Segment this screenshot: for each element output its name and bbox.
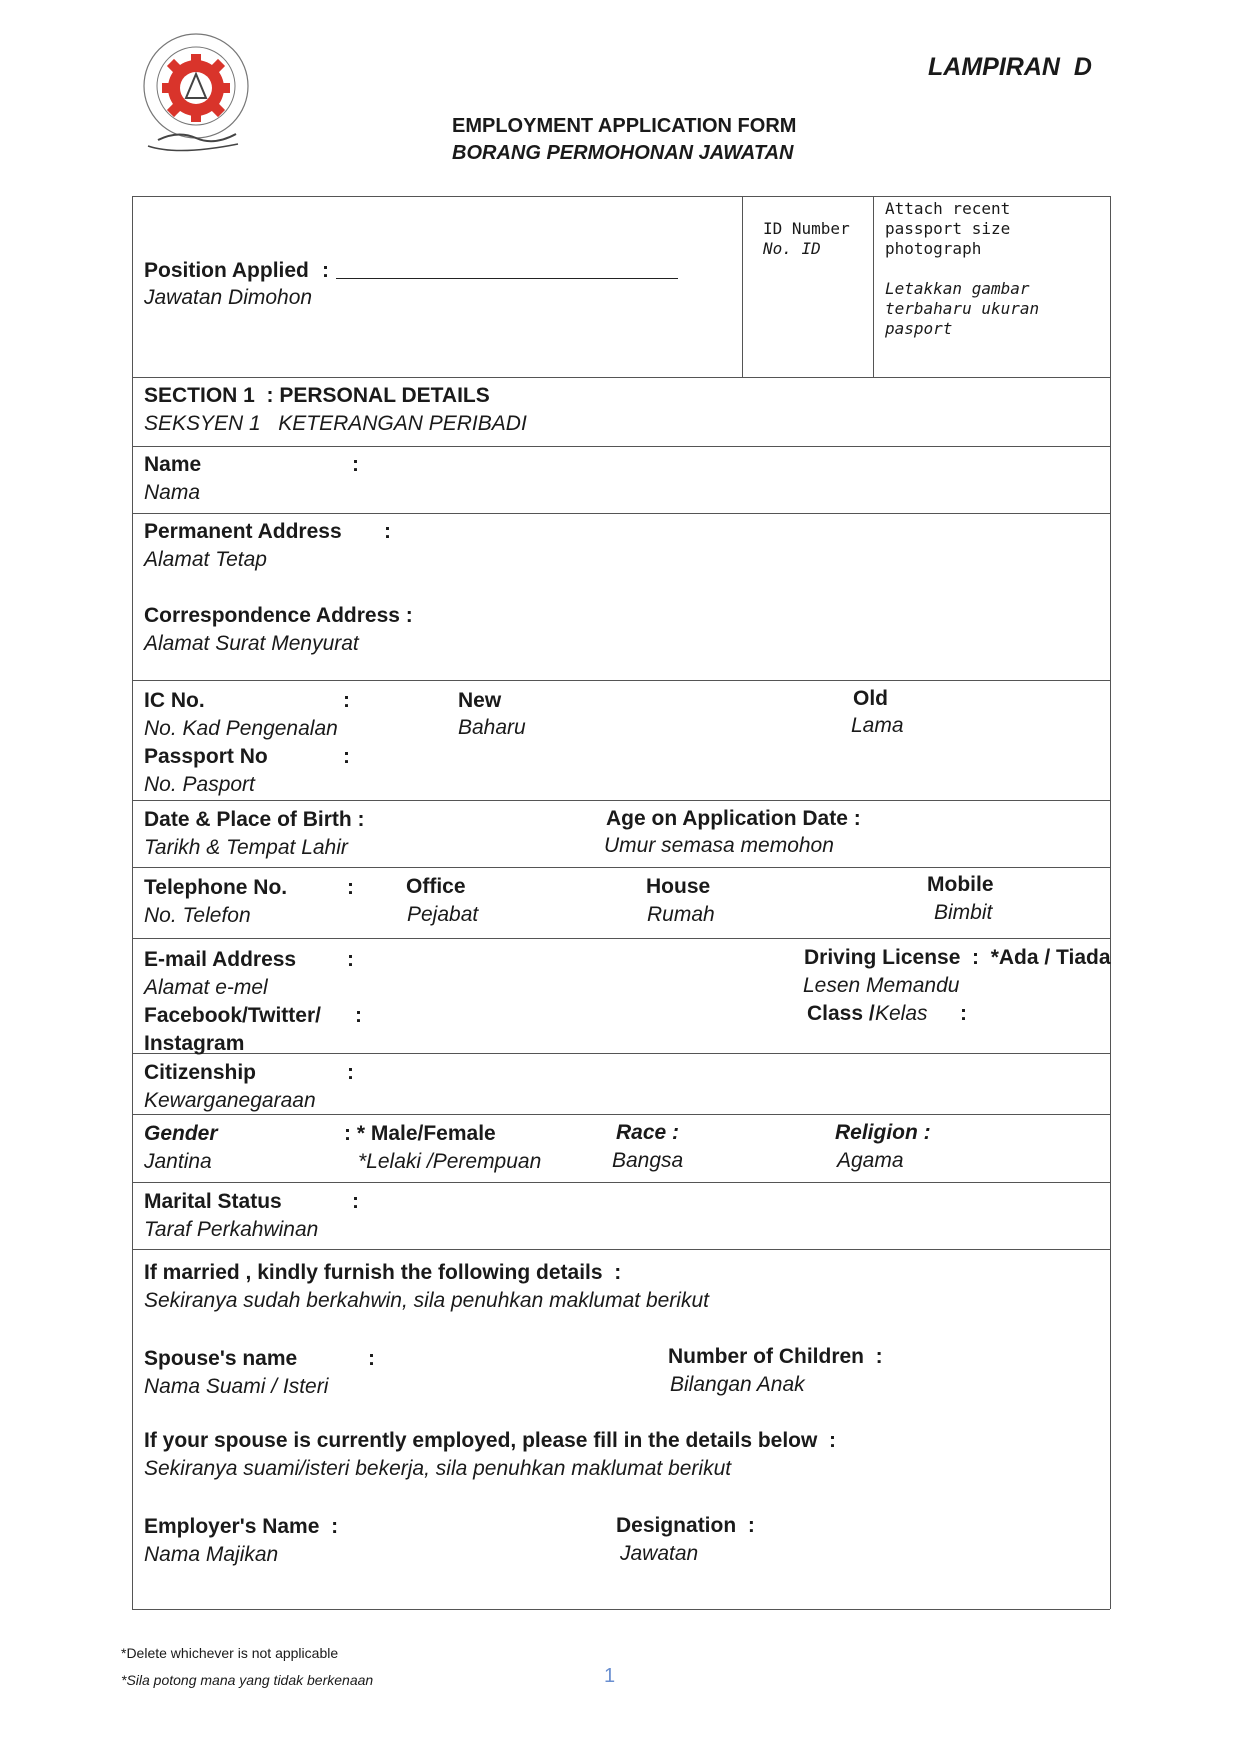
telephone-office-label-ms: Pejabat [407, 903, 479, 926]
permanent-address-colon: : [384, 520, 391, 543]
license-class-field[interactable] [975, 998, 1105, 1038]
religion-label: Religion : [835, 1121, 931, 1144]
age-label-ms: Umur semasa memohon [604, 834, 834, 857]
date-place-of-birth-field[interactable] [380, 806, 590, 862]
marital-status-label: Marital Status [144, 1190, 282, 1213]
citizenship-label: Citizenship [144, 1061, 257, 1084]
ic-new-field[interactable] [540, 686, 830, 736]
passport-number-colon: : [343, 745, 350, 768]
name-field[interactable] [370, 452, 1100, 508]
ic-number-label: IC No. [144, 689, 205, 712]
license-class-label-ms: Kelas [875, 1002, 928, 1025]
position-applied-field[interactable] [336, 260, 678, 279]
employer-name-label: Employer's Name : [144, 1515, 339, 1538]
name-colon: : [352, 453, 359, 476]
number-of-children-field[interactable] [890, 1342, 1100, 1398]
ic-number-label-ms: No. Kad Pengenalan [144, 717, 338, 740]
gender-options-ms[interactable]: *Lelaki /Perempuan [358, 1150, 542, 1173]
marital-status-label-ms: Taraf Perkahwinan [144, 1218, 319, 1241]
permanent-address-label: Permanent Address [144, 520, 342, 543]
ic-new-label-ms: Baharu [458, 716, 526, 739]
marital-status-colon: : [352, 1190, 359, 1213]
correspondence-address-label: Correspondence Address : [144, 604, 413, 627]
gender-options[interactable]: : * Male/Female [344, 1122, 496, 1145]
ic-old-label: Old [853, 687, 888, 710]
date-place-of-birth-label: Date & Place of Birth : [144, 808, 365, 831]
telephone-office-field[interactable] [490, 872, 640, 932]
page-number: 1 [604, 1665, 616, 1687]
footer-note-ms: *Sila potong mana yang tidak berkenaan [121, 1672, 374, 1688]
position-applied-label: Position Applied [144, 259, 309, 282]
correspondence-address-label-ms: Alamat Surat Menyurat [144, 632, 359, 655]
section-1-title-ms: SEKSYEN 1 KETERANGAN PERIBADI [144, 412, 527, 435]
driving-license-label: Driving License : *Ada / Tiada [804, 946, 1111, 969]
attachment-label: LAMPIRAN D [928, 53, 1092, 81]
driving-license-label-ms: Lesen Memandu [803, 974, 960, 997]
telephone-mobile-label-ms: Bimbit [934, 901, 993, 924]
permanent-address-label-ms: Alamat Tetap [144, 548, 267, 571]
name-label-ms: Nama [144, 481, 201, 504]
id-number-field[interactable] [746, 265, 870, 373]
age-label: Age on Application Date : [606, 807, 861, 830]
passport-number-label-ms: No. Pasport [144, 773, 255, 796]
telephone-mobile-label: Mobile [927, 873, 994, 896]
telephone-house-field[interactable] [725, 872, 915, 932]
citizenship-colon: : [347, 1061, 354, 1084]
mara-logo [138, 28, 256, 156]
employer-name-field[interactable] [340, 1510, 600, 1570]
spouse-employment-instruction: If your spouse is currently employed, please fill in the details below : [144, 1429, 837, 1452]
spouse-name-label: Spouse's name [144, 1347, 298, 1370]
designation-field[interactable] [760, 1510, 1100, 1570]
footer-note: *Delete whichever is not applicable [121, 1645, 339, 1661]
email-label-ms: Alamat e-mel [144, 976, 268, 999]
correspondence-address-field[interactable] [400, 600, 1100, 676]
ic-old-label-ms: Lama [851, 714, 904, 737]
telephone-house-label-ms: Rumah [647, 903, 715, 926]
married-instruction: If married , kindly furnish the following details : [144, 1261, 622, 1284]
number-of-children-label: Number of Children : [668, 1345, 883, 1368]
telephone-label: Telephone No. [144, 876, 288, 899]
designation-label-ms: Jawatan [620, 1542, 699, 1565]
ic-new-label: New [458, 689, 502, 712]
email-colon: : [347, 948, 354, 971]
spouse-name-field[interactable] [385, 1342, 655, 1398]
spouse-name-label-ms: Nama Suami / Isteri [144, 1375, 329, 1398]
social-media-field[interactable] [372, 998, 795, 1050]
citizenship-field[interactable] [365, 1058, 1100, 1110]
license-class-colon: : [960, 1002, 967, 1025]
race-label-ms: Bangsa [612, 1149, 684, 1172]
telephone-mobile-field[interactable] [1010, 872, 1105, 932]
passport-number-label: Passport No [144, 745, 268, 768]
section-1-title: SECTION 1 : PERSONAL DETAILS [144, 384, 490, 407]
form-title-ms: BORANG PERMOHONAN JAWATAN [452, 142, 794, 164]
designation-label: Designation : [616, 1514, 755, 1537]
religion-label-ms: Agama [837, 1149, 904, 1172]
id-number-label: ID Number [763, 219, 850, 238]
license-class-label: Class / [807, 1002, 875, 1025]
gender-label-ms: Jantina [144, 1150, 212, 1173]
race-field[interactable] [690, 1118, 820, 1176]
social-media-label-line2: Instagram [144, 1032, 245, 1055]
date-place-of-birth-label-ms: Tarikh & Tempat Lahir [144, 836, 348, 859]
gender-label: Gender [144, 1122, 218, 1145]
social-media-label: Facebook/Twitter/ [144, 1004, 321, 1027]
permanent-address-field[interactable] [400, 518, 1100, 590]
religion-field[interactable] [935, 1118, 1105, 1176]
position-applied-colon: : [322, 259, 329, 282]
ic-old-field[interactable] [920, 686, 1100, 736]
telephone-house-label: House [646, 875, 711, 898]
photo-instruction: Attach recent passport size photograph [885, 199, 1011, 258]
race-label: Race : [616, 1121, 680, 1144]
email-field[interactable] [365, 944, 795, 994]
married-instruction-ms: Sekiranya sudah berkahwin, sila penuhkan maklumat berikut [144, 1289, 709, 1312]
photo-instruction-ms: Letakkan gambar terbaharu ukuran pasport [885, 279, 1040, 338]
employer-name-label-ms: Nama Majikan [144, 1543, 279, 1566]
telephone-colon: : [347, 876, 354, 899]
form-title-en: EMPLOYMENT APPLICATION FORM [452, 115, 797, 137]
name-label: Name [144, 453, 202, 476]
marital-status-field[interactable] [370, 1186, 1100, 1244]
position-applied-label-ms: Jawatan Dimohon [144, 286, 313, 309]
social-media-colon: : [355, 1004, 362, 1027]
passport-number-field[interactable] [360, 742, 1100, 796]
telephone-label-ms: No. Telefon [144, 904, 251, 927]
citizenship-label-ms: Kewarganegaraan [144, 1089, 316, 1112]
ic-number-colon: : [343, 689, 350, 712]
age-field[interactable] [900, 806, 1100, 862]
telephone-office-label: Office [406, 875, 466, 898]
email-label: E-mail Address [144, 948, 297, 971]
id-number-label-ms: No. ID [763, 239, 821, 258]
spouse-employment-instruction-ms: Sekiranya suami/isteri bekerja, sila penuhkan maklumat berikut [144, 1457, 732, 1480]
spouse-name-colon: : [368, 1347, 375, 1370]
number-of-children-label-ms: Bilangan Anak [670, 1373, 805, 1396]
